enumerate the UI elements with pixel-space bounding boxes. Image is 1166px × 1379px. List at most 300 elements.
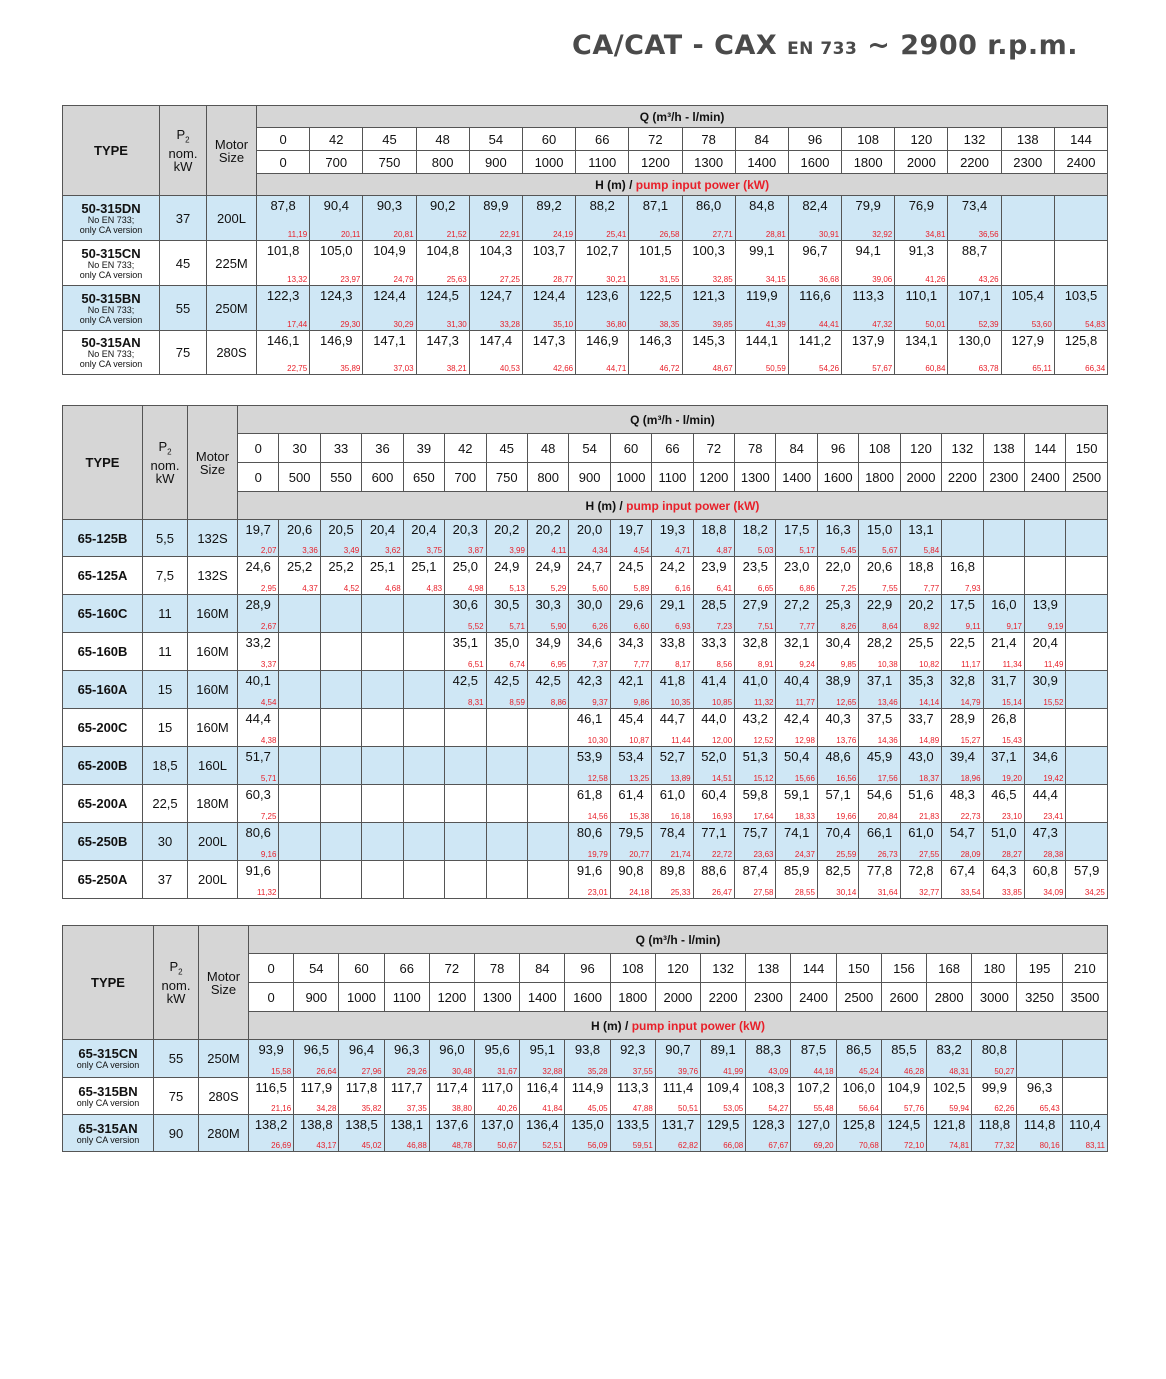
head-value: 103,5	[1064, 288, 1098, 303]
head-value: 26,8	[991, 711, 1017, 726]
table-row	[63, 557, 1108, 595]
power-value: 17,56	[877, 774, 898, 783]
power-value: 36,80	[606, 320, 627, 329]
head-value: 42,5	[452, 673, 478, 688]
head-value: 51,6	[908, 787, 934, 802]
power-value: 15,52	[1043, 698, 1064, 707]
head-value: 61,0	[908, 825, 934, 840]
power-value: 53,60	[1031, 320, 1052, 329]
power-value: 30,14	[836, 888, 857, 897]
power-value: 15,38	[629, 812, 650, 821]
power-nominal-cell: 11	[143, 633, 188, 671]
title-standard: EN 733	[787, 39, 858, 59]
power-nominal-cell: 15	[143, 709, 188, 747]
head-power-cell	[610, 823, 651, 861]
flow-m3h-cell: 66	[384, 954, 429, 983]
head-value: 60,4	[701, 787, 727, 802]
power-value: 26,73	[877, 850, 898, 859]
head-value: 43,2	[742, 711, 768, 726]
head-value: 42,4	[784, 711, 810, 726]
head-value: 33,2	[245, 635, 271, 650]
head-value: 86,0	[695, 198, 722, 213]
head-power-cell	[527, 861, 568, 899]
power-value: 19,20	[1001, 774, 1023, 783]
power-value: 5,71	[260, 774, 277, 783]
head-value: 122,3	[266, 288, 300, 303]
pump-type-cell	[63, 286, 160, 331]
pump-type-note: No EN 733;	[87, 214, 135, 225]
power-value: 38,80	[451, 1104, 473, 1113]
head-power-cell	[1066, 595, 1107, 633]
head-power-cell	[1025, 747, 1066, 785]
head-power-cell	[983, 823, 1024, 861]
power-value: 15,12	[753, 774, 774, 783]
head-power-cell	[486, 709, 527, 747]
power-value: 25,63	[446, 275, 467, 284]
head-power-cell	[776, 671, 817, 709]
flow-m3h-cell: 0	[238, 434, 279, 463]
head-power-cell	[1062, 1040, 1107, 1078]
head-value: 84,8	[749, 198, 775, 213]
pump-type-name: 65-250A	[77, 872, 128, 887]
head-power-cell	[486, 557, 527, 595]
head-value: 89,2	[536, 198, 562, 213]
flow-lmin-cell: 500	[279, 463, 320, 492]
head-power-cell	[238, 595, 279, 633]
power-value: 3,99	[509, 546, 525, 555]
power-value: 62,26	[994, 1104, 1015, 1113]
motor-header	[188, 406, 238, 520]
head-power-cell	[972, 1078, 1017, 1115]
power-value: 66,08	[723, 1141, 744, 1150]
head-power-cell	[445, 709, 486, 747]
power-value: 15,43	[1001, 736, 1023, 745]
p2-symbol: P	[158, 439, 168, 455]
motor-label: Motor	[195, 448, 230, 464]
motor-header	[199, 926, 249, 1040]
head-power-cell	[1066, 633, 1107, 671]
power-value: 13,76	[836, 736, 857, 745]
head-power-cell	[629, 196, 682, 241]
power-value: 31,67	[497, 1067, 518, 1076]
head-power-cell	[403, 823, 444, 861]
head-power-cell	[362, 671, 403, 709]
power-value: 5,89	[633, 584, 650, 593]
power-value: 5,29	[550, 584, 567, 593]
power-value: 27,96	[361, 1067, 382, 1076]
head-power-cell	[942, 823, 983, 861]
p2-subscript: 2	[167, 447, 172, 457]
power-value: 8,59	[509, 698, 525, 707]
power-value: 11,34	[1002, 660, 1023, 669]
power-value: 7,77	[923, 584, 940, 593]
power-value: 5,03	[757, 546, 774, 555]
page-title	[572, 30, 1078, 61]
flow-lmin-cell: 2300	[1001, 151, 1054, 174]
head-power-cell	[900, 861, 941, 899]
power-value: 5,71	[509, 622, 525, 631]
flow-lmin-cell: 1300	[735, 463, 776, 492]
title-speed: ~ 2900 r.p.m.	[867, 30, 1078, 61]
flow-lmin-cell: 700	[310, 151, 363, 174]
head-value: 44,4	[1032, 787, 1058, 802]
power-value: 3,37	[260, 660, 277, 669]
head-value: 124,4	[532, 288, 566, 303]
head-power-cell	[445, 861, 486, 899]
power-value: 46,28	[904, 1067, 925, 1076]
power-value: 6,41	[716, 584, 733, 593]
head-power-cell	[527, 520, 568, 557]
head-power-cell	[238, 633, 279, 671]
power-value: 3,62	[385, 546, 401, 555]
power-nominal-cell: 75	[160, 331, 207, 375]
flow-m3h-cell: 96	[817, 434, 858, 463]
head-power-cell	[569, 861, 610, 899]
head-power-cell	[279, 520, 320, 557]
head-value: 102,7	[585, 243, 619, 258]
head-power-cell	[569, 633, 610, 671]
head-power-cell	[610, 1078, 655, 1115]
head-power-cell	[788, 196, 841, 241]
head-value: 103,7	[532, 243, 566, 258]
head-value: 20,2	[908, 597, 934, 612]
power-value: 28,77	[553, 275, 574, 284]
head-value: 93,8	[574, 1042, 601, 1057]
head-power-cell	[362, 709, 403, 747]
power-value: 57,76	[904, 1104, 925, 1113]
power-value: 24,18	[629, 888, 650, 897]
head-value: 124,3	[320, 288, 353, 303]
head-value: 80,6	[576, 825, 603, 840]
power-value: 12,65	[836, 698, 857, 707]
head-value: 53,9	[576, 749, 603, 764]
power-value: 35,28	[587, 1067, 608, 1076]
head-power-cell	[1025, 520, 1066, 557]
power-value: 22,72	[712, 850, 733, 859]
head-value: 96,0	[439, 1042, 465, 1057]
head-value: 145,3	[692, 333, 725, 348]
head-power-cell	[942, 747, 983, 785]
p2-unit: kW	[173, 158, 193, 174]
head-power-cell	[652, 520, 693, 557]
power-value: 15,66	[794, 774, 815, 783]
power-value: 15,27	[960, 736, 981, 745]
head-value: 147,3	[426, 333, 459, 348]
power-value: 13,25	[629, 774, 650, 783]
flow-lmin-cell: 2400	[791, 983, 836, 1012]
flow-lmin-cell: 1100	[652, 463, 693, 492]
head-power-cell	[238, 823, 279, 861]
flow-m3h-cell: 48	[416, 128, 469, 151]
power-value: 5,60	[592, 584, 608, 593]
motor-size-cell: 132S	[188, 557, 238, 595]
head-value: 61,8	[576, 787, 603, 802]
power-value: 65,43	[1039, 1104, 1060, 1113]
power-value: 34,09	[1043, 888, 1064, 897]
table-row	[63, 520, 1108, 557]
power-value: 30,91	[819, 230, 840, 239]
head-value: 87,4	[742, 863, 768, 878]
head-power-cell	[1054, 196, 1107, 241]
head-power-cell	[384, 1115, 429, 1152]
head-power-cell	[279, 785, 320, 823]
p2-symbol: P	[176, 127, 186, 143]
head-value: 89,9	[483, 198, 509, 213]
power-nominal-cell: 22,5	[143, 785, 188, 823]
head-power-cell	[486, 747, 527, 785]
flow-lmin-cell: 750	[363, 151, 416, 174]
power-value: 16,93	[712, 812, 733, 821]
p2-header	[143, 406, 188, 520]
head-power-header	[257, 174, 1108, 196]
head-power-cell	[859, 785, 900, 823]
pump-type-name: 65-125A	[77, 568, 128, 583]
head-value: 59,8	[742, 787, 768, 802]
head-power-cell	[655, 1115, 700, 1152]
head-power-cell	[294, 1040, 339, 1078]
flow-m3h-cell: 180	[972, 954, 1017, 983]
head-value: 16,3	[825, 522, 851, 537]
power-value: 9,85	[840, 660, 857, 669]
head-value: 117,0	[481, 1080, 513, 1095]
head-value: 35,3	[908, 673, 934, 688]
head-value: 60,8	[1032, 863, 1058, 878]
head-value: 30,6	[452, 597, 478, 612]
head-power-cell	[942, 557, 983, 595]
head-value: 44,4	[245, 711, 271, 726]
head-power-cell	[403, 557, 444, 595]
power-value: 32,92	[872, 230, 893, 239]
pump-type-cell	[63, 633, 143, 671]
head-power-cell	[1025, 557, 1066, 595]
head-power-cell	[817, 557, 858, 595]
head-power-cell	[629, 331, 682, 375]
motor-size-cell: 180M	[188, 785, 238, 823]
head-power-cell	[527, 747, 568, 785]
flow-m3h-cell: 84	[520, 954, 565, 983]
power-value: 34,25	[1084, 888, 1105, 897]
head-power-cell	[445, 520, 486, 557]
flow-m3h-cell: 78	[735, 434, 776, 463]
flow-m3h-cell: 138	[746, 954, 791, 983]
head-value: 45,4	[618, 711, 644, 726]
head-power-cell	[610, 520, 651, 557]
head-value: 54,7	[949, 825, 976, 840]
head-power-cell	[776, 709, 817, 747]
power-value: 40,26	[497, 1104, 518, 1113]
flow-lmin-cell: 900	[469, 151, 522, 174]
head-value: 137,0	[480, 1117, 514, 1132]
flow-m3h-cell: 144	[1025, 434, 1066, 463]
flow-lmin-cell: 900	[569, 463, 610, 492]
power-value: 18,37	[919, 774, 940, 783]
head-power-cell	[610, 785, 651, 823]
power-value: 5,90	[550, 622, 567, 631]
flow-lmin-cell: 3500	[1062, 983, 1107, 1012]
head-power-cell	[817, 671, 858, 709]
power-value: 7,23	[716, 622, 733, 631]
head-power-cell	[735, 633, 776, 671]
head-value: 141,2	[798, 333, 832, 348]
head-value: 25,2	[328, 559, 354, 574]
head-value: 110,1	[905, 288, 938, 303]
motor-label: Motor	[214, 136, 249, 152]
head-value: 57,9	[1074, 863, 1100, 878]
head-power-cell	[445, 595, 486, 633]
head-power-cell	[927, 1115, 972, 1152]
pump-type-note: only CA version	[79, 359, 143, 369]
head-power-cell	[693, 823, 734, 861]
flow-lmin-cell: 750	[486, 463, 527, 492]
power-value: 48,67	[712, 364, 733, 373]
head-power-cell	[842, 241, 895, 286]
head-power-cell	[416, 196, 469, 241]
power-value: 2,67	[260, 622, 277, 631]
head-value: 17,5	[784, 522, 810, 537]
p2-symbol: P	[169, 959, 179, 975]
head-value: 104,8	[426, 243, 459, 258]
motor-size-cell: 200L	[188, 861, 238, 899]
p2-header	[154, 926, 199, 1040]
head-power-cell	[735, 557, 776, 595]
head-value: 42,5	[494, 673, 520, 688]
head-power-cell	[693, 633, 734, 671]
pump-type-note: No EN 733;	[87, 259, 135, 270]
head-power-cell	[693, 785, 734, 823]
head-power-cell	[310, 331, 363, 375]
head-power-cell	[610, 671, 651, 709]
table-row	[63, 196, 1108, 241]
head-power-cell	[610, 861, 651, 899]
flow-lmin-cell: 1100	[576, 151, 629, 174]
head-value: 24,2	[659, 559, 686, 574]
power-value: 28,27	[1001, 850, 1023, 859]
flow-lmin-cell: 0	[249, 983, 294, 1012]
head-power-cell	[859, 520, 900, 557]
head-power-cell	[655, 1078, 700, 1115]
power-value: 43,17	[316, 1141, 337, 1150]
flow-lmin-cell: 0	[257, 151, 310, 174]
head-power-cell	[776, 747, 817, 785]
head-power-cell	[576, 196, 629, 241]
head-value: 88,6	[701, 863, 727, 878]
head-power-cell	[842, 196, 895, 241]
power-value: 14,89	[919, 736, 940, 745]
power-value: 62,82	[678, 1141, 699, 1150]
power-value: 6,60	[633, 622, 650, 631]
head-power-cell	[257, 196, 310, 241]
motor-size-cell: 225M	[207, 241, 257, 286]
pump-type-cell	[63, 1040, 154, 1078]
head-value: 144,1	[745, 333, 779, 348]
head-value: 33,7	[908, 711, 934, 726]
head-value: 51,7	[245, 749, 271, 764]
head-value: 20,4	[411, 522, 437, 537]
head-value: 47,3	[1032, 825, 1058, 840]
head-power-cell	[249, 1115, 294, 1152]
head-value: 125,8	[1064, 333, 1098, 348]
power-value: 7,25	[840, 584, 857, 593]
flow-lmin-cell: 1800	[859, 463, 900, 492]
head-value: 125,8	[842, 1117, 876, 1132]
power-value: 6,95	[550, 660, 567, 669]
p2-nom: nom.	[150, 457, 180, 473]
head-power-cell	[701, 1040, 746, 1078]
head-value: 15,0	[866, 522, 893, 537]
head-value: 87,8	[270, 198, 296, 213]
table-row	[63, 633, 1108, 671]
power-value: 26,58	[659, 230, 680, 239]
power-value: 24,79	[393, 275, 414, 284]
head-power-cell	[817, 595, 858, 633]
head-power-cell	[569, 823, 610, 861]
head-value: 77,1	[701, 825, 727, 840]
head-value: 42,5	[535, 673, 561, 688]
head-value: 116,6	[799, 288, 831, 303]
head-power-cell	[569, 671, 610, 709]
power-value: 8,64	[882, 622, 898, 631]
head-value: 131,7	[661, 1117, 695, 1132]
head-value: 91,6	[576, 863, 603, 878]
head-power-cell	[520, 1115, 565, 1152]
head-value: 66,1	[866, 825, 893, 840]
head-power-cell	[320, 557, 361, 595]
head-value: 135,0	[571, 1117, 604, 1132]
power-value: 34,28	[316, 1104, 337, 1113]
head-power-cell	[693, 861, 734, 899]
power-value: 21,16	[271, 1104, 292, 1113]
flow-lmin-cell: 800	[527, 463, 568, 492]
head-value: 37,1	[991, 749, 1017, 764]
motor-size-cell: 160M	[188, 633, 238, 671]
power-value: 54,26	[819, 364, 840, 373]
head-value: 78,4	[659, 825, 686, 840]
head-value: 93,9	[258, 1042, 284, 1057]
pump-type-cell	[63, 520, 143, 557]
head-value: 129,5	[706, 1117, 740, 1132]
head-value: 25,5	[908, 635, 934, 650]
head-value: 20,5	[328, 522, 354, 537]
head-value: 27,2	[784, 597, 810, 612]
motor-size-cell: 200L	[188, 823, 238, 861]
head-power-cell	[403, 520, 444, 557]
head-power-cell	[238, 861, 279, 899]
power-value: 25,41	[606, 230, 627, 239]
head-value: 21,4	[991, 635, 1017, 650]
power-value: 28,38	[1043, 850, 1064, 859]
head-value: 52,0	[701, 749, 727, 764]
power-value: 7,51	[757, 622, 774, 631]
power-value: 44,41	[819, 320, 840, 329]
power-value: 48,31	[949, 1067, 970, 1076]
power-value: 8,56	[716, 660, 733, 669]
power-value: 4,37	[302, 584, 318, 593]
power-value: 9,86	[633, 698, 650, 707]
head-power-cell	[817, 633, 858, 671]
head-power-cell	[362, 520, 403, 557]
head-value: 75,7	[742, 825, 768, 840]
head-power-cell	[1066, 671, 1107, 709]
power-value: 10,82	[919, 660, 940, 669]
head-power-cell	[445, 671, 486, 709]
table-row	[63, 1078, 1108, 1115]
power-value: 70,68	[858, 1141, 879, 1150]
head-power-cell	[475, 1078, 520, 1115]
flow-lmin-cell: 2300	[983, 463, 1024, 492]
flow-m3h-cell: 108	[610, 954, 655, 983]
head-power-cell	[817, 785, 858, 823]
power-value: 3,36	[302, 546, 318, 555]
